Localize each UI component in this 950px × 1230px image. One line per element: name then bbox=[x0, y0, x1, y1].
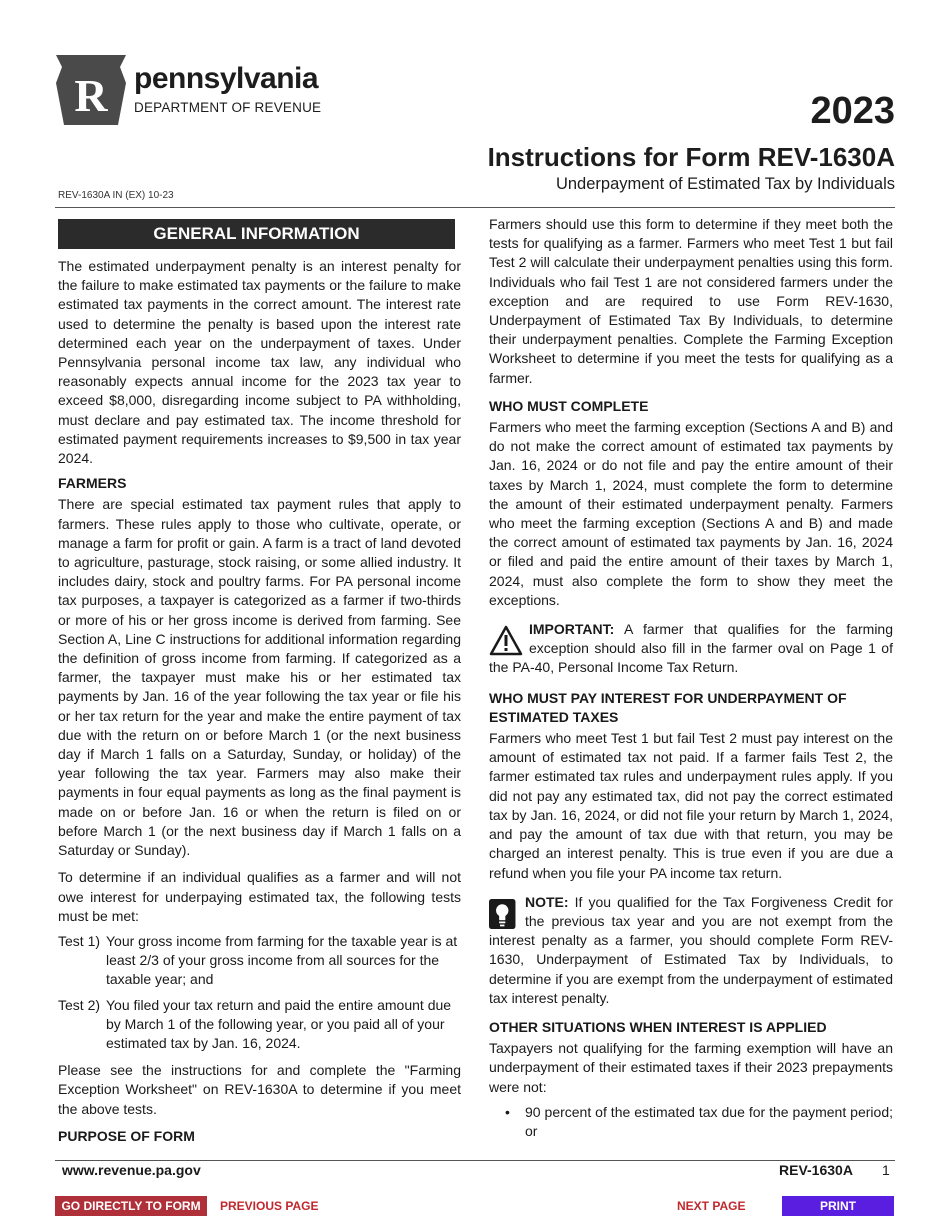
list-item bbox=[505, 1103, 893, 1141]
other-situations-paragraph: Taxpayers not qualifying for the farming exemption will have an underpayment of their estimated taxes if their 2023 prepayments were not: bbox=[489, 1040, 893, 1095]
page-number: 1 bbox=[882, 1162, 890, 1178]
purpose-heading: PURPOSE OF FORM bbox=[58, 1127, 195, 1144]
other-situations-heading: OTHER SITUATIONS WHEN INTEREST IS APPLIED bbox=[489, 1018, 827, 1035]
form-code: REV-1630A IN (EX) 10-23 bbox=[58, 190, 174, 201]
test-label: Test 1) bbox=[58, 932, 101, 949]
brand-name: pennsylvania bbox=[134, 62, 319, 95]
test-text: You filed your tax return and paid the entire amount due by March 1 of the following year, or you paid all of your estimated tax by Jan. 16, 2024. bbox=[106, 996, 452, 1051]
important-label: IMPORTANT: bbox=[529, 621, 615, 638]
who-must-complete-paragraph: Farmers who meet the farming exception (Sections A and B) and do not make the correct amount of estimated tax payments by Jan. 16, 2024 or do not file and pay the entire amount of their taxes by March 1, 2024, must complete the form to determine the amount of their estimated underpayment penalty. Farmers who meet the farming exception (Sections A and B) and made the correct amount of estimated tax payments by Jan. 16, 2024 or filed and paid the entire amount of their taxes by March 1, 2024, must also complete the form to show they meet the exceptions. bbox=[489, 419, 893, 608]
who-must-pay-heading: WHO MUST PAY INTEREST FOR UNDERPAYMENT OF ESTIMATED TAXES bbox=[489, 689, 847, 725]
test-label: Test 2) bbox=[58, 996, 101, 1013]
page-title: Instructions for Form REV-1630A bbox=[487, 142, 895, 172]
determine-paragraph: To determine if an individual qualifies as a farmer and will not owe interest for underpaying estimated tax, the following tests must be met: bbox=[58, 869, 461, 924]
page-subtitle: Underpayment of Estimated Tax by Individuals bbox=[555, 175, 895, 193]
next-page-link[interactable]: NEXT PAGE bbox=[677, 1199, 746, 1213]
see-instructions-paragraph: Please see the instructions for and complete the "Farming Exception Worksheet" on REV-1630A to determine if you meet the above tests. bbox=[58, 1062, 461, 1117]
test-item bbox=[58, 932, 461, 990]
test-item bbox=[58, 996, 461, 1054]
purpose-paragraph: Farmers should use this form to determine if they meet both the tests for qualifying as a farmer. Farmers who meet Test 1 but fail Test 2 will calculate their underpayment penalties using this form. Individuals who fail Test 1 are not considered farmers under the exception and are required to use Form REV-1630, Underpayment of Estimated Tax By Individuals, to determine their underpayment penalties. Complete the Farming Exception Worksheet to determine if you meet the tests for qualifying as a farmer. bbox=[489, 216, 893, 386]
warning-icon bbox=[489, 624, 523, 658]
website-link[interactable]: www.revenue.pa.gov bbox=[62, 1162, 201, 1178]
bullet-text: 90 percent of the estimated tax due for the payment period; or bbox=[525, 1103, 893, 1139]
who-must-complete-heading: WHO MUST COMPLETE bbox=[489, 397, 649, 414]
section-banner: GENERAL INFORMATION bbox=[58, 219, 455, 249]
right-column bbox=[489, 215, 893, 1145]
brand-department: DEPARTMENT OF REVENUE bbox=[134, 100, 322, 115]
note-callout bbox=[489, 893, 893, 1008]
intro-paragraph: The estimated underpayment penalty is an interest penalty for the failure to make estimated tax payments or the failure to make estimated tax payments in the correct amount. The interest rate used to determine the penalty is based upon the interest rate determined each year on the underpayment of taxes. Under Pennsylvania personal income tax law, any individual who reasonably expects annual income for the 2023 tax year to exceed $8,000, disregarding income subject to PA withholding, must declare and pay estimated tax. The income threshold for estimated payment requirements increases to $9,500 in tax year 2024. bbox=[58, 258, 461, 467]
important-callout bbox=[489, 620, 893, 678]
lightbulb-icon bbox=[489, 897, 519, 931]
header-divider bbox=[55, 207, 895, 208]
logo-letter: R bbox=[74, 70, 108, 121]
important-text: A farmer that qualifies for the farming exception should also fill in the farmer oval on Page 1 of the PA-40, Personal Income Tax Return. bbox=[489, 621, 893, 676]
tax-year: 2023 bbox=[810, 90, 895, 132]
note-text: If you qualified for the Tax Forgiveness Credit for the previous tax year and you are not exempt from the interest penalty as a farmer, you should complete Form REV-1630, Underpayment of Estimated Tax by Individuals, to determine if you are exempt from the underpayment of estimated tax interest penalty. bbox=[489, 893, 893, 1006]
left-column bbox=[58, 218, 461, 1148]
farmers-paragraph: There are special estimated tax payment rules that apply to farmers. These rules apply to those who cultivate, operate, or manage a farm for profit or gain. A farm is a tract of land devoted to agriculture, pasturage, stock raising, or some allied industry. It includes dairy, stock and poultry farms. For PA personal income tax purposes, a taxpayer is categorized as a farmer if two-thirds or more of his or her gross income is derived from farming. See Section A, Line C instructions for additional information regarding the definition of gross income from farming. If categorized as a farmer, the taxpayer must make his or her estimated tax payments by Jan. 16 of the year following the tax year or file his or her tax return for the year and make the entire payment of tax due with the return on or before March 1 (or the next business day if March 1 falls on a Saturday, Sunday, or holiday) of the year following the tax year. Farmers may also make their payments in four equal payments as long as the final payment is made on or before Jan. 16 or when the return is filed on or before March 1 (or the next business day if March 1 falls on a Saturday or Sunday). bbox=[58, 496, 461, 859]
bullet-mark: • bbox=[505, 1103, 510, 1120]
keystone-logo-icon bbox=[56, 55, 126, 125]
print-button[interactable]: PRINT bbox=[782, 1196, 894, 1216]
footer-form-code: REV-1630A bbox=[779, 1162, 853, 1178]
farmers-heading: FARMERS bbox=[58, 475, 127, 492]
previous-page-link[interactable]: PREVIOUS PAGE bbox=[220, 1199, 319, 1213]
footer-divider bbox=[55, 1160, 895, 1161]
who-must-pay-paragraph: Farmers who meet Test 1 but fail Test 2 must pay interest on the amount of estimated tax not paid. If a farmer fails Test 2, the farmer estimated tax rules and underpayment rules apply. If you did not pay any estimated tax, did not pay the correct estimated tax by Jan. 16, 2024, or did not file your return by March 1, 2024, and pay the amount of tax due with that return, you may be charged an interest penalty. This is true even if you are due a refund when you file your PA income tax return. bbox=[489, 730, 893, 881]
go-directly-to-form-button[interactable]: GO DIRECTLY TO FORM bbox=[55, 1196, 207, 1216]
test-text: Your gross income from farming for the taxable year is at least 2/3 of your gross income from all sources for the taxable year; and bbox=[106, 932, 458, 988]
note-label: NOTE: bbox=[525, 893, 569, 910]
